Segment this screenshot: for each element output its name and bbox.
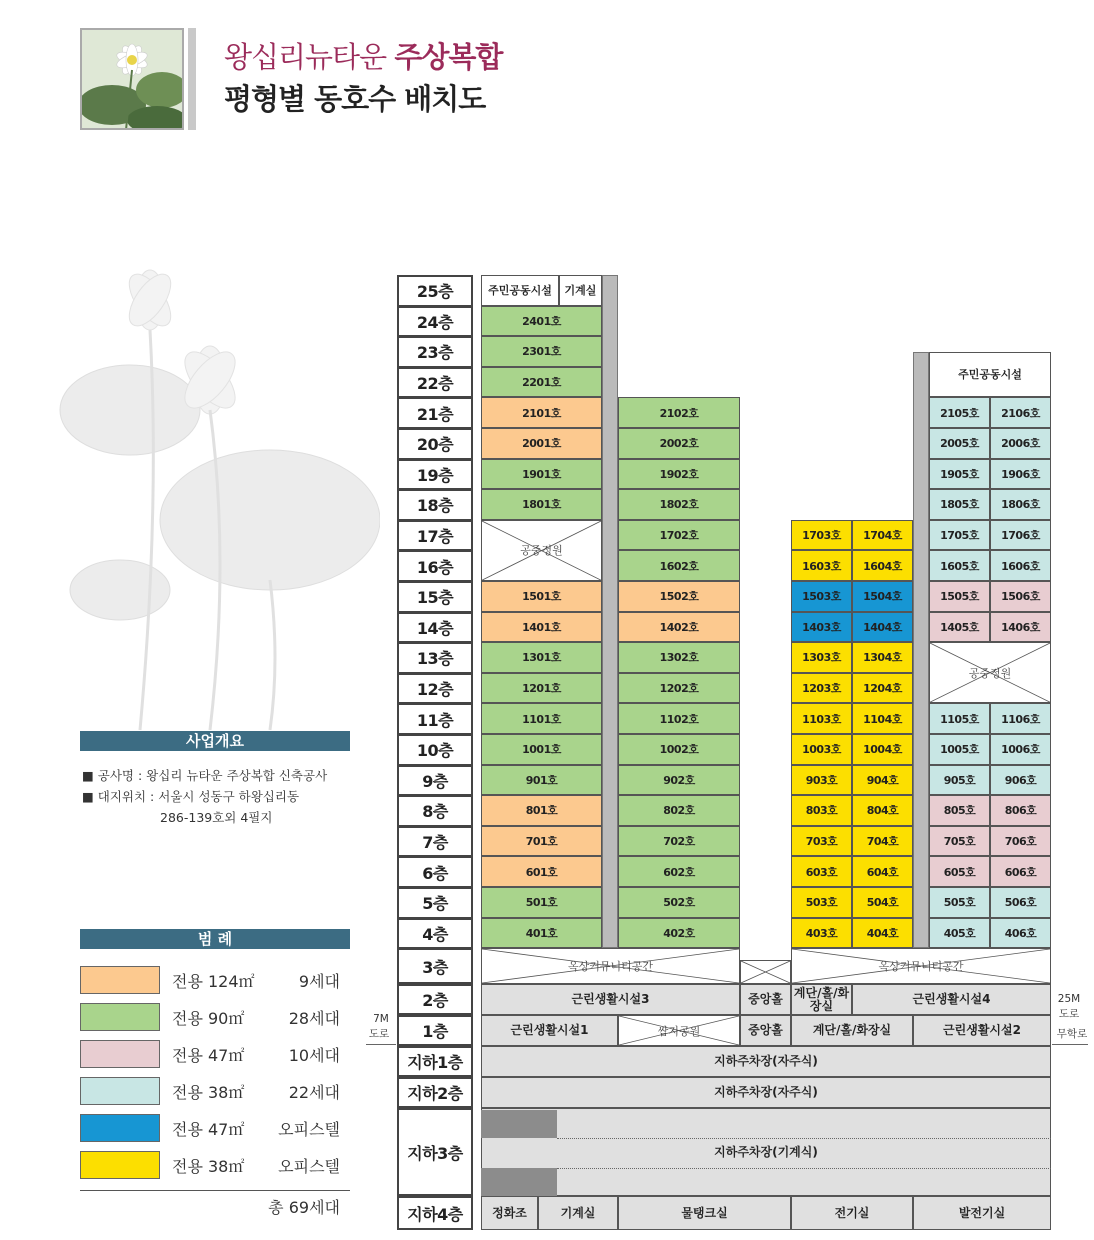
retail-4: 근린생활시설4 xyxy=(852,984,1051,1015)
logo-accent-bar xyxy=(188,28,196,130)
unit-cell: 403호 xyxy=(791,918,852,949)
unit-cell: 705호 xyxy=(929,826,990,857)
unit-cell: 503호 xyxy=(791,887,852,918)
unit-cell: 903호 xyxy=(791,765,852,796)
unit-cell: 1801호 xyxy=(481,489,602,520)
unit-cell: 1005호 xyxy=(929,734,990,765)
unit-cell: 1901호 xyxy=(481,459,602,490)
right-road-label: 도로 xyxy=(1058,1008,1080,1020)
floor-label: 11층 xyxy=(397,703,473,735)
unit-cell: 401호 xyxy=(481,918,602,949)
unit-cell: 2006호 xyxy=(990,428,1051,459)
unit-cell: 1401호 xyxy=(481,612,602,643)
unit-cell: 1403호 xyxy=(791,612,852,643)
unit-cell: 1003호 xyxy=(791,734,852,765)
unit-cell: 1103호 xyxy=(791,703,852,734)
floor-label: 12층 xyxy=(397,673,473,705)
unit-cell: 1002호 xyxy=(618,734,740,765)
floor-label: 17층 xyxy=(397,520,473,552)
floor-label: 3층 xyxy=(397,948,473,984)
title-prefix: 왕십리뉴타운 xyxy=(224,40,387,74)
pocket-park-label: 쌈지공원 xyxy=(657,1024,701,1038)
unit-cell: 2002호 xyxy=(618,428,740,459)
retail-2: 근린생활시설2 xyxy=(913,1015,1051,1046)
unit-cell: 405호 xyxy=(929,918,990,949)
parking-machine-block xyxy=(481,1168,557,1196)
right-road-name: 무학로 xyxy=(1056,1028,1088,1040)
unit-cell: 1204호 xyxy=(852,673,913,704)
left-road-label: 도로 xyxy=(368,1028,390,1040)
unit-cell: 2201호 xyxy=(481,367,602,398)
floor-label: 20층 xyxy=(397,428,473,460)
unit-cell: 1301호 xyxy=(481,642,602,673)
unit-cell: 1105호 xyxy=(929,703,990,734)
unit-cell: 906호 xyxy=(990,765,1051,796)
unit-cell: 804호 xyxy=(852,795,913,826)
unit-cell: 1703호 xyxy=(791,520,852,551)
unit-cell: 404호 xyxy=(852,918,913,949)
unit-cell: 505호 xyxy=(929,887,990,918)
floor-label: 13층 xyxy=(397,642,473,674)
legend-area: 전용 124㎡ xyxy=(172,972,255,991)
unit-cell: 406호 xyxy=(990,918,1051,949)
legend-count: 오피스텔 xyxy=(278,1157,340,1176)
unit-cell: 2001호 xyxy=(481,428,602,459)
legend-count: 10세대 xyxy=(288,1046,340,1065)
page-title xyxy=(224,40,502,74)
unit-cell: 1201호 xyxy=(481,673,602,704)
unit-cell: 1602호 xyxy=(618,550,740,581)
project-summary-header: 사업개요 xyxy=(80,731,350,751)
unit-cell: 2106호 xyxy=(990,397,1051,428)
floor-label: 16층 xyxy=(397,550,473,582)
page-subtitle: 평형별 동호수 배치도 xyxy=(224,82,486,116)
left-road-line xyxy=(366,1044,396,1045)
project-site-line-2: 286-139호외 4필지 xyxy=(160,810,273,825)
floor-label: 지하3층 xyxy=(397,1108,473,1196)
community-facility-right: 주민공동시설 xyxy=(929,352,1051,398)
floor-label: 지하4층 xyxy=(397,1196,473,1230)
right-road-width: 25M xyxy=(1057,993,1081,1005)
legend-swatch xyxy=(80,966,160,994)
unit-cell: 1106호 xyxy=(990,703,1051,734)
unit-cell: 2301호 xyxy=(481,336,602,367)
legend-divider xyxy=(80,1190,350,1191)
retail-3: 근린생활시설3 xyxy=(481,984,740,1015)
parking-b1: 지하주차장(자주식) xyxy=(481,1046,1051,1077)
unit-cell: 502호 xyxy=(618,887,740,918)
lotus-logo-image xyxy=(80,28,184,130)
unit-cell: 1101호 xyxy=(481,703,602,734)
unit-cell: 1302호 xyxy=(618,642,740,673)
unit-cell: 2102호 xyxy=(618,397,740,428)
community-facility-top: 주민공동시설 xyxy=(481,275,559,306)
floor-label: 2층 xyxy=(397,984,473,1015)
floor-label: 4층 xyxy=(397,918,473,950)
unit-cell: 605호 xyxy=(929,856,990,887)
rooftop-community-right xyxy=(791,948,1051,984)
unit-cell: 1805호 xyxy=(929,489,990,520)
sky-garden-label: 공중정원 xyxy=(968,666,1012,680)
floor-label: 지하2층 xyxy=(397,1077,473,1108)
machine-room-b4: 기계실 xyxy=(538,1196,618,1230)
unit-cell: 1706호 xyxy=(990,520,1051,551)
project-name-line: ■ 공사명 : 왕십리 뉴타운 주상복합 신축공사 xyxy=(82,768,328,783)
legend-area: 전용 90㎡ xyxy=(172,1009,245,1028)
floor-label: 14층 xyxy=(397,612,473,644)
unit-cell: 1902호 xyxy=(618,459,740,490)
unit-cell: 1006호 xyxy=(990,734,1051,765)
unit-cell: 1102호 xyxy=(618,703,740,734)
unit-cell: 1004호 xyxy=(852,734,913,765)
unit-cell: 1806호 xyxy=(990,489,1051,520)
unit-cell: 603호 xyxy=(791,856,852,887)
floor-label: 23층 xyxy=(397,336,473,368)
unit-cell: 1802호 xyxy=(618,489,740,520)
unit-cell: 806호 xyxy=(990,795,1051,826)
floor-label: 19층 xyxy=(397,459,473,491)
floor-label: 5층 xyxy=(397,887,473,919)
floor-label: 6층 xyxy=(397,856,473,888)
elevator-shaft xyxy=(602,275,618,948)
left-road-width: 7M xyxy=(373,1013,389,1025)
rooftop-community-right-label: 옥상커뮤니티공간 xyxy=(878,960,964,973)
legend-area: 전용 47㎡ xyxy=(172,1046,245,1065)
floor-label: 25층 xyxy=(397,275,473,307)
legend-swatch xyxy=(80,1151,160,1179)
unit-cell: 1202호 xyxy=(618,673,740,704)
project-summary xyxy=(82,765,372,828)
project-site-line: ■ 대지위치 : 서울시 성동구 하왕십리동 xyxy=(82,789,300,804)
sky-garden-label: 공중정원 xyxy=(520,544,563,558)
stair-hall-1f: 계단/홀/화장실 xyxy=(791,1015,913,1046)
unit-cell: 1504호 xyxy=(852,581,913,612)
unit-cell: 602호 xyxy=(618,856,740,887)
septic-tank-room: 정화조 xyxy=(481,1196,538,1230)
unit-cell: 604호 xyxy=(852,856,913,887)
floor-label: 10층 xyxy=(397,734,473,766)
unit-cell: 2005호 xyxy=(929,428,990,459)
unit-cell: 701호 xyxy=(481,826,602,857)
unit-cell: 802호 xyxy=(618,795,740,826)
unit-cell: 1203호 xyxy=(791,673,852,704)
legend-header: 범 례 xyxy=(80,929,350,949)
legend-swatch xyxy=(80,1040,160,1068)
unit-cell: 1605호 xyxy=(929,550,990,581)
floor-label: 1층 xyxy=(397,1015,473,1046)
parking-divider xyxy=(557,1168,1051,1169)
legend-area: 전용 47㎡ xyxy=(172,1120,245,1139)
legend-count: 28세대 xyxy=(288,1009,340,1028)
legend-area: 전용 38㎡ xyxy=(172,1083,245,1102)
unit-cell: 402호 xyxy=(618,918,740,949)
unit-cell: 1505호 xyxy=(929,581,990,612)
rooftop-community-left-label: 옥상커뮤니티공간 xyxy=(567,960,653,973)
rooftop-connector xyxy=(740,960,791,984)
unit-cell: 805호 xyxy=(929,795,990,826)
floor-label: 15층 xyxy=(397,581,473,613)
unit-cell: 902호 xyxy=(618,765,740,796)
unit-cell: 803호 xyxy=(791,795,852,826)
unit-cell: 1402호 xyxy=(618,612,740,643)
unit-cell: 702호 xyxy=(618,826,740,857)
title-strong: 주상복합 xyxy=(394,40,503,74)
electrical-room: 전기실 xyxy=(791,1196,913,1230)
unit-cell: 501호 xyxy=(481,887,602,918)
floor-label: 18층 xyxy=(397,489,473,521)
unit-cell: 1603호 xyxy=(791,550,852,581)
unit-cell: 2401호 xyxy=(481,306,602,337)
unit-cell: 1705호 xyxy=(929,520,990,551)
unit-cell: 506호 xyxy=(990,887,1051,918)
unit-cell: 1404호 xyxy=(852,612,913,643)
unit-cell: 1001호 xyxy=(481,734,602,765)
water-tank-room: 물탱크실 xyxy=(618,1196,791,1230)
central-hall-2f: 중앙홀 xyxy=(740,984,791,1015)
legend-count: 22세대 xyxy=(288,1083,340,1102)
floor-label: 9층 xyxy=(397,765,473,797)
legend-area: 전용 38㎡ xyxy=(172,1157,245,1176)
unit-cell: 1905호 xyxy=(929,459,990,490)
unit-cell: 704호 xyxy=(852,826,913,857)
unit-cell: 1501호 xyxy=(481,581,602,612)
parking-b3: 지하주차장(기계식) xyxy=(481,1108,1051,1196)
unit-cell: 703호 xyxy=(791,826,852,857)
legend-count: 오피스텔 xyxy=(278,1120,340,1139)
unit-cell: 1405호 xyxy=(929,612,990,643)
unit-cell: 905호 xyxy=(929,765,990,796)
unit-cell: 1606호 xyxy=(990,550,1051,581)
sky-garden xyxy=(481,520,602,581)
unit-cell: 801호 xyxy=(481,795,602,826)
legend-swatch xyxy=(80,1114,160,1142)
floor-label: 8층 xyxy=(397,795,473,827)
unit-cell: 2105호 xyxy=(929,397,990,428)
machine-room-top: 기계실 xyxy=(559,275,602,306)
floor-label: 24층 xyxy=(397,306,473,338)
unit-cell: 1303호 xyxy=(791,642,852,673)
floor-label: 지하1층 xyxy=(397,1046,473,1077)
legend-swatch xyxy=(80,1077,160,1105)
background-lotus-illustration xyxy=(40,260,380,730)
floor-label: 21층 xyxy=(397,397,473,429)
pocket-park xyxy=(618,1015,740,1046)
elevator-shaft xyxy=(913,352,929,948)
sky-garden xyxy=(929,642,1051,703)
unit-cell: 1503호 xyxy=(791,581,852,612)
unit-cell: 1104호 xyxy=(852,703,913,734)
legend-swatch xyxy=(80,1003,160,1031)
unit-cell: 1704호 xyxy=(852,520,913,551)
unit-cell: 901호 xyxy=(481,765,602,796)
retail-1: 근린생활시설1 xyxy=(481,1015,618,1046)
parking-machine-block xyxy=(481,1110,557,1138)
rooftop-community-left xyxy=(481,948,740,984)
stair-hall-2f: 계단/홀/화장실 xyxy=(791,984,852,1015)
parking-b2: 지하주차장(자주식) xyxy=(481,1077,1051,1108)
floor-label: 22층 xyxy=(397,367,473,399)
legend-total: 총 69세대 xyxy=(268,1198,340,1217)
unit-cell: 1502호 xyxy=(618,581,740,612)
unit-cell: 1702호 xyxy=(618,520,740,551)
central-hall-1f: 중앙홀 xyxy=(740,1015,791,1046)
unit-cell: 1906호 xyxy=(990,459,1051,490)
unit-cell: 1506호 xyxy=(990,581,1051,612)
unit-cell: 1604호 xyxy=(852,550,913,581)
floor-label: 7층 xyxy=(397,826,473,858)
unit-cell: 904호 xyxy=(852,765,913,796)
unit-cell: 706호 xyxy=(990,826,1051,857)
right-road-line xyxy=(1052,1044,1088,1045)
unit-cell: 1304호 xyxy=(852,642,913,673)
unit-cell: 601호 xyxy=(481,856,602,887)
parking-divider xyxy=(557,1138,1051,1139)
generator-room: 발전기실 xyxy=(913,1196,1051,1230)
unit-cell: 606호 xyxy=(990,856,1051,887)
unit-cell: 1406호 xyxy=(990,612,1051,643)
legend-count: 9세대 xyxy=(298,972,340,991)
unit-cell: 2101호 xyxy=(481,397,602,428)
unit-cell: 504호 xyxy=(852,887,913,918)
